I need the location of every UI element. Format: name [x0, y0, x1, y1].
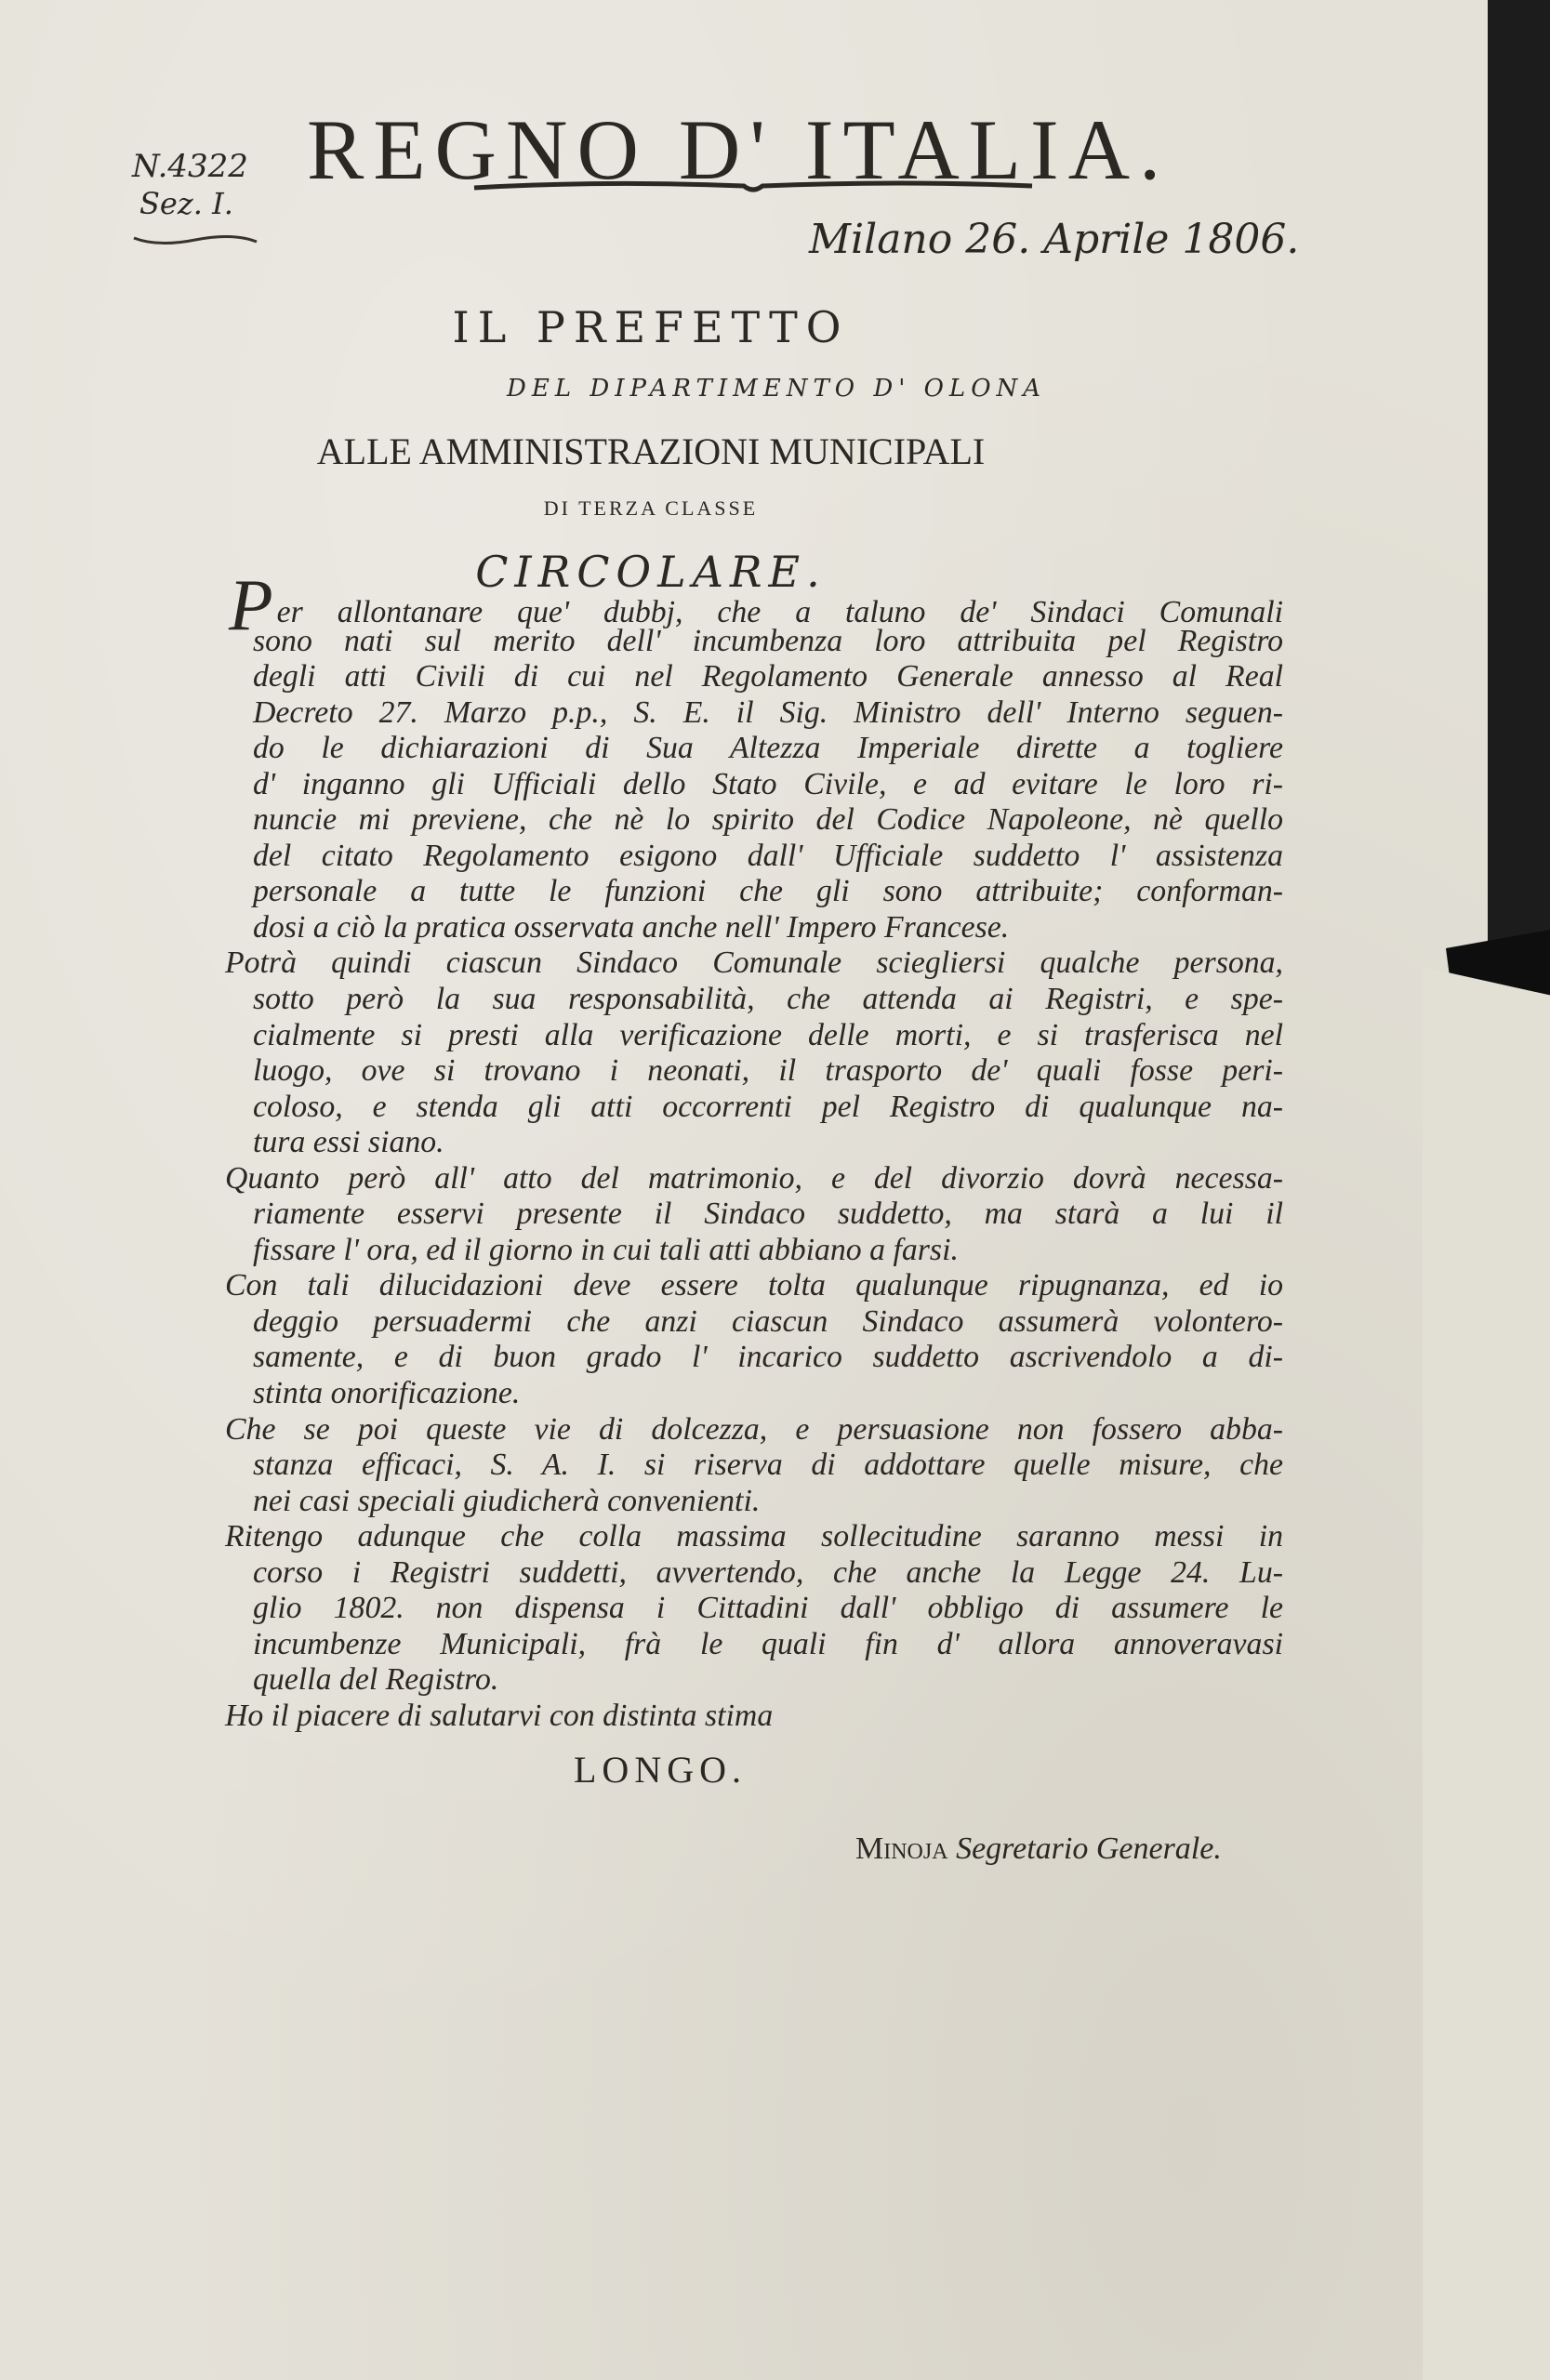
body-line: degli atti Civili di cui nel Regolamento Generale annesso al Real [253, 659, 1283, 694]
body-line: samente, e di buon grado l' incarico suddetto ascrivendolo a di- [253, 1340, 1283, 1375]
heading-dipartimento: DEL DIPARTIMENTO D' OLONA [507, 375, 1047, 403]
body-line: Ho il piacere di salutarvi con distinta stima [225, 1698, 774, 1733]
body-line: luogo, ove si trovano i neonati, il trasporto de' quali fosse peri- [253, 1053, 1283, 1089]
reference-number: N.4322 [132, 148, 248, 185]
secretary-name: Minoja [855, 1831, 948, 1866]
body-line: cialmente si presti alla verificazione delle morti, e si trasferisca nel [253, 1017, 1283, 1052]
heading-circolare: CIRCOLARE. [475, 547, 827, 597]
body-line: Con tali dilucidazioni deve essere tolta qualunque ripugnanza, ed io [225, 1268, 1283, 1303]
signature-longo: LONGO. [574, 1749, 747, 1791]
body-line: glio 1802. non dispensa i Cittadini dall' obbligo di assumere le [253, 1591, 1283, 1626]
heading-prefetto: IL PREFETTO [452, 302, 850, 352]
reference-swash-ornament [130, 231, 260, 249]
body-line: quella del Registro. [253, 1662, 499, 1698]
body-line: corso i Registri suddetti, avvertendo, che anche la Legge 24. Lu- [253, 1554, 1283, 1590]
body-line: incumbenze Municipali, frà le quali fin d' allora annoveravasi [253, 1626, 1283, 1661]
body-line: Decreto 27. Marzo p.p., S. E. il Sig. Ministro dell' Interno seguen- [253, 694, 1283, 730]
body-line: Che se poi queste vie di dolcezza, e persuasione non fossero abba- [225, 1411, 1283, 1447]
body-line: personale a tutte le funzioni che gli sono attribuite; conforman- [253, 874, 1283, 909]
body-line: riamente esservi presente il Sindaco suddetto, ma starà a lui il [253, 1197, 1283, 1232]
body-line: nuncie mi previene, che nè lo spirito del Codice Napoleone, nè quello [253, 802, 1283, 838]
torn-paper-flap [1423, 967, 1550, 2380]
body-line: stanza efficaci, S. A. I. si riserva di addottare quelle misure, che [253, 1448, 1283, 1483]
dateline: Milano 26. Aprile 1806. [809, 216, 1300, 263]
body-line: Ritengo adunque che colla massima sollecitudine saranno messi in [225, 1519, 1283, 1554]
body-line-text: er allontanare que' dubbj, che a taluno de' Sindaci Comunali [276, 595, 1283, 629]
body-line: d' inganno gli Ufficiali dello Stato Civile, e ad evitare le loro ri- [253, 766, 1283, 801]
body-line: tura essi siano. [253, 1125, 444, 1160]
heading-addressee: ALLE AMMINISTRAZIONI MUNICIPALI [316, 430, 986, 472]
body-line: Potrà quindi ciascun Sindaco Comunale sciegliersi qualche persona, [225, 945, 1283, 981]
body-line: stinta onorificazione. [253, 1376, 521, 1411]
body-line: sotto però la sua responsabilità, che attenda ai Registri, e spe- [253, 982, 1283, 1017]
body-line: nei casi speciali giudicherà convenienti. [253, 1483, 761, 1518]
secretary-line [855, 1831, 1222, 1867]
heading-classe: DI TERZA CLASSE [543, 496, 759, 520]
reference-section: Sez. I. [139, 186, 233, 221]
body-line: do le dichiarazioni di Sua Altezza Imperiale dirette a togliere [253, 731, 1283, 766]
body-line: sono nati sul merito dell' incumbenza loro attribuita pel Registro [253, 623, 1283, 658]
body-line: fissare l' ora, ed il giorno in cui tali atti abbiano a farsi. [253, 1232, 959, 1267]
page-title: REGNO D' ITALIA. [307, 102, 1171, 197]
body-line: Quanto però all' atto del matrimonio, e del divorzio dovrà necessa- [225, 1160, 1283, 1196]
secretary-title: Segretario Generale. [956, 1831, 1222, 1866]
body-line: dosi a ciò la pratica osservata anche nell' Impero Francese. [253, 909, 1010, 945]
body-line: deggio persuadermi che anzi ciascun Sindaco assumerà volontero- [253, 1303, 1283, 1339]
title-swash-ornament [465, 173, 1041, 201]
body-line: del citato Regolamento esigono dall' Ufficiale suddetto l' assistenza [253, 838, 1283, 873]
body-line: coloso, e stenda gli atti occorrenti pel Registro di qualunque na- [253, 1089, 1283, 1124]
drop-cap-letter: P [229, 564, 273, 645]
